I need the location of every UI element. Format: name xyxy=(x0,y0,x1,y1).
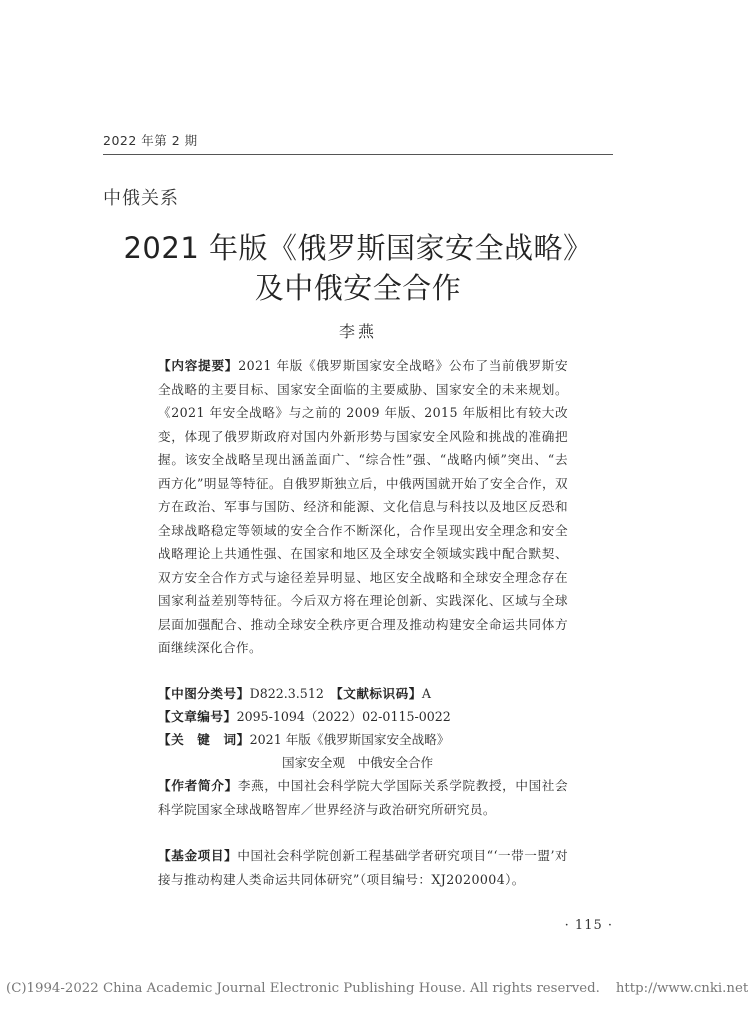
journal-issue: 2022 年第 2 期 xyxy=(103,133,198,148)
author-bio-label: 【作者简介】 xyxy=(158,778,238,793)
copyright-text: (C)1994-2022 China Academic Journal Electronic Publishing House. All rights reserved. xyxy=(6,981,600,996)
author-bio-block xyxy=(158,774,568,821)
keywords-line-1: 2021 年版《俄罗斯国家安全战略》 xyxy=(249,732,450,747)
keywords-line-2: 国家安全观 中俄安全合作 xyxy=(282,755,434,770)
cnki-url: http://www.cnki.net xyxy=(615,981,748,996)
funding-label: 【基金项目】 xyxy=(158,848,238,863)
article-number-label: 【文章编号】 xyxy=(158,709,237,724)
article-title-line-2: 及中俄安全合作 xyxy=(254,271,462,305)
abstract-label: 【内容提要】 xyxy=(158,358,239,373)
author-bio-text: 李燕，中国社会科学院大学国际关系学院教授，中国社会科学院国家全球战略智库／世界经济与政治研究所研究员。 xyxy=(158,778,569,817)
copyright-footer xyxy=(6,981,748,996)
document-code-label: 【文献标识码】 xyxy=(336,686,422,701)
article-number-value: 2095-1094（2022）02-0115-0022 xyxy=(236,709,451,724)
funding-block xyxy=(158,844,568,891)
article-author: 李燕 xyxy=(338,322,377,341)
keywords-line xyxy=(158,728,578,752)
keywords-label: 【关 键 词】 xyxy=(158,732,250,747)
header-rule xyxy=(103,154,613,155)
column-label: 中俄关系 xyxy=(103,188,179,209)
classification-line xyxy=(158,682,578,706)
page-number: · 115 · xyxy=(564,918,613,933)
abstract-text: 2021 年版《俄罗斯国家安全战略》公布了当前俄罗斯安全战略的主要目标、国家安全面临的主要威胁、国家安全的未来规划。《2021 年安全战略》与之前的 2009 年版、2015 年版相比有较大改变，体现了俄罗斯政府对国内外新形势与国家安全风险和挑战的准确把握。该安全战略呈现出涵盖面广、“综合性”强、“战略内倾”突出、“去西方化”明显等特征。自俄罗斯独立后，中俄两国就开始了安全合作，双方在政治、军事与国防、经济和能源、文化信息与科技以及地区反恐和全球战略稳定等领域的安全合作不断深化，合作呈现出安全理念和安全战略理论上共通性强、在国家和地区及全球安全领域实践中配合默契、双方安全合作方式与途径差异明显、地区安全战略和全球安全理念存在国家利益差别等特征。今后双方将在理论创新、实践深化、区域与全球层面加强配合、推动全球安全秩序更合理及推动构建安全命运共同体方面继续深化合作。 xyxy=(158,358,569,655)
article-number-line xyxy=(158,705,578,729)
classification-value: D822.3.512 xyxy=(249,686,324,701)
document-code-value: A xyxy=(421,686,431,701)
classification-label: 【中图分类号】 xyxy=(158,686,250,701)
article-title-line-1: 2021 年版《俄罗斯国家安全战略》 xyxy=(123,231,593,265)
abstract-block xyxy=(158,354,568,660)
funding-text: 中国社会科学院创新工程基础学者研究项目“‘一带一盟’对接与推动构建人类命运共同体研究”（项目编号：XJ2020004）。 xyxy=(158,848,568,887)
